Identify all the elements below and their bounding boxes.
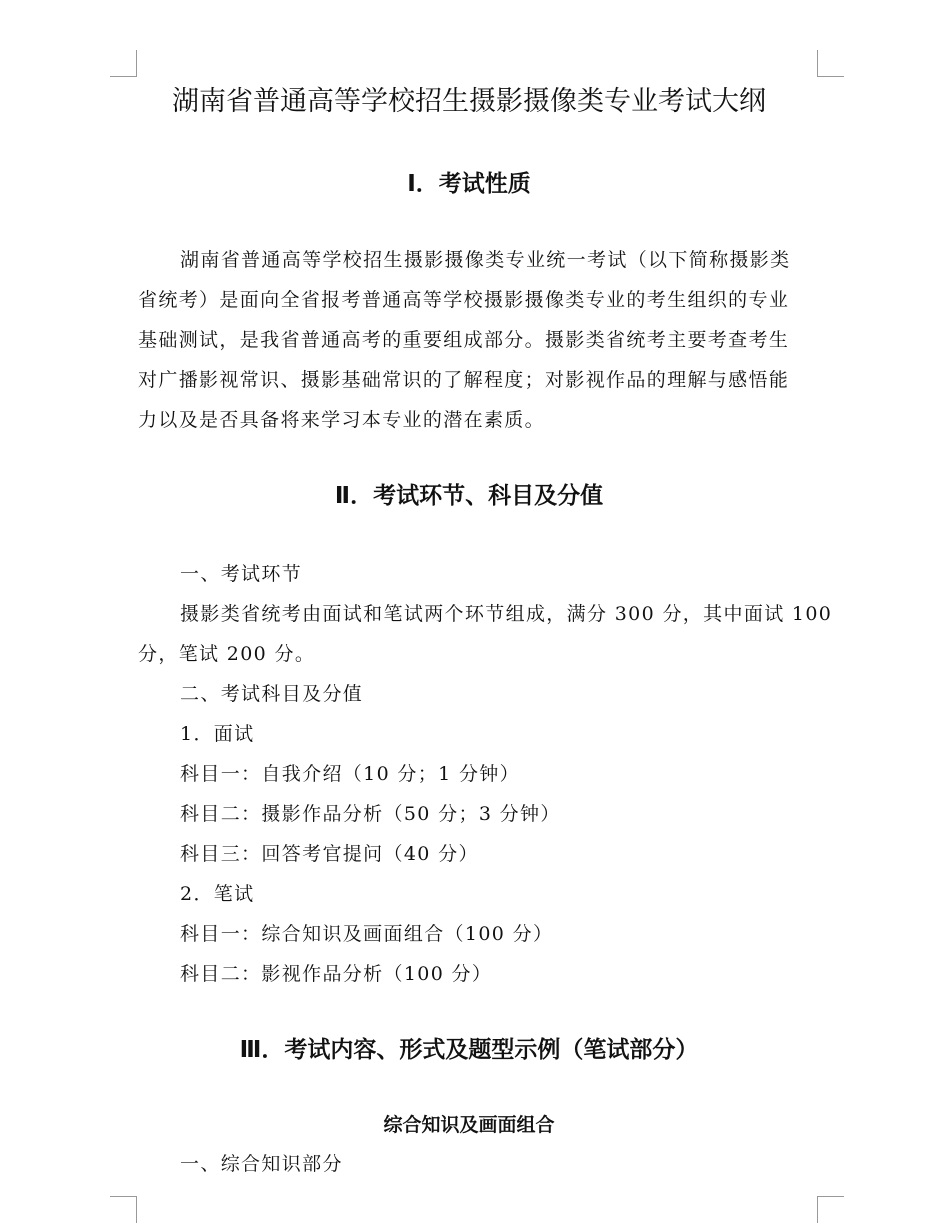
paragraph-line: 摄影类省统考由面试和笔试两个环节组成，满分 300 分，其中面试 100 <box>180 603 833 625</box>
paragraph-line: 湖南省普通高等学校招生摄影摄像类专业统一考试（以下简称摄影类 <box>180 249 791 271</box>
paragraph-line: 分，笔试 200 分。 <box>138 643 316 665</box>
section-3-subheading: 综合知识及画面组合 <box>383 1114 555 1136</box>
exam-subjects-title: 二、考试科目及分值 <box>180 683 364 705</box>
exam-stage-title: 一、考试环节 <box>180 563 303 585</box>
knowledge-part-title: 一、综合知识部分 <box>180 1153 343 1175</box>
interview-title: 1．面试 <box>180 723 255 745</box>
paragraph-line: 对广播影视常识、摄影基础常识的了解程度；对影视作品的理解与感悟能 <box>138 369 790 391</box>
written-title: 2．笔试 <box>180 883 255 905</box>
section-3-heading: Ⅲ．考试内容、形式及题型示例（笔试部分） <box>239 1037 699 1063</box>
crop-mark-bottom-right <box>817 1196 844 1223</box>
interview-subject: 科目三：回答考官提问（40 分） <box>180 843 479 865</box>
interview-subject: 科目二：摄影作品分析（50 分；3 分钟） <box>180 803 561 825</box>
paragraph-line: 力以及是否具备将来学习本专业的潜在素质。 <box>138 409 546 431</box>
section-2-heading: Ⅱ．考试环节、科目及分值 <box>334 483 604 509</box>
crop-mark-bottom-left <box>110 1196 137 1223</box>
crop-mark-top-left <box>110 50 137 77</box>
document-title: 湖南省普通高等学校招生摄影摄像类专业考试大纲 <box>172 86 766 117</box>
paragraph-line: 基础测试，是我省普通高考的重要组成部分。摄影类省统考主要考查考生 <box>138 329 790 351</box>
written-subject: 科目一：综合知识及画面组合（100 分） <box>180 923 554 945</box>
interview-subject: 科目一：自我介绍（10 分；1 分钟） <box>180 763 520 785</box>
written-subject: 科目二：影视作品分析（100 分） <box>180 963 493 985</box>
crop-mark-top-right <box>817 50 844 77</box>
section-1-heading: Ⅰ．考试性质 <box>407 171 531 197</box>
paragraph-line: 省统考）是面向全省报考普通高等学校摄影摄像类专业的考生组织的专业 <box>138 289 790 311</box>
